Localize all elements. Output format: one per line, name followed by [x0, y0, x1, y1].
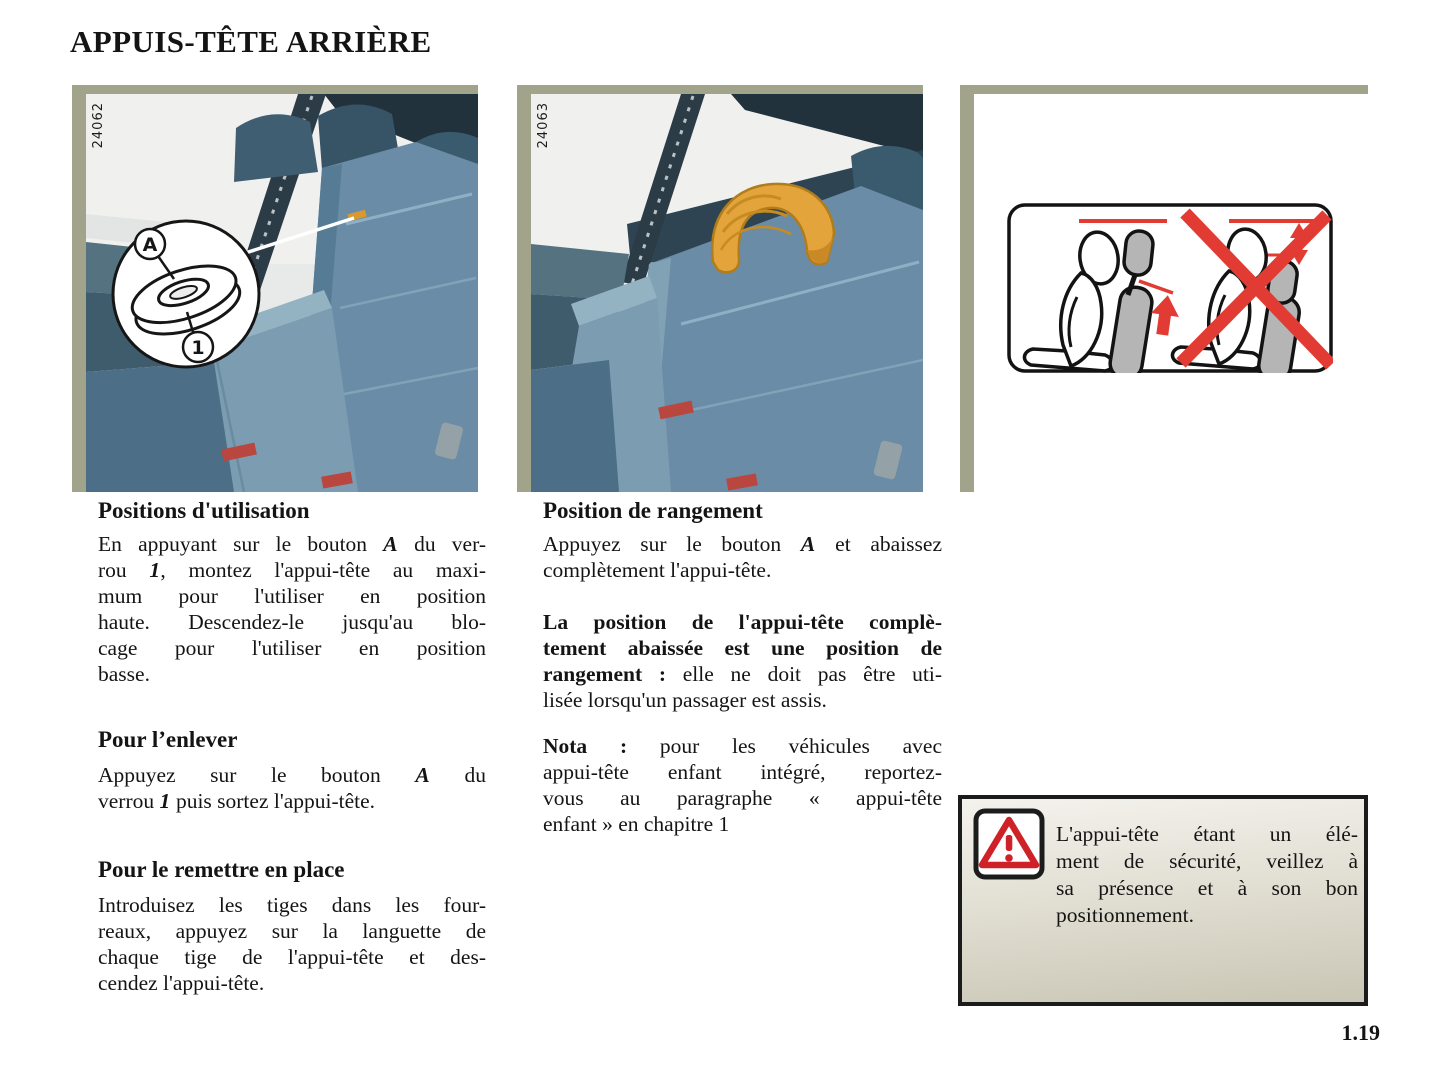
heading-positions-utilisation: Positions d'utilisation — [98, 498, 310, 523]
headrest-position-pictogram — [1007, 203, 1333, 373]
warning-text: L'appui-tête étant un élé- ment de sécurité, veillez à sa présence et à son bon positionnement. — [1056, 822, 1358, 927]
figure-code: 24063 — [536, 102, 551, 149]
figure-frame-bar — [72, 85, 478, 94]
figure-frame-bar — [960, 85, 974, 492]
rear-seat-photo-1 — [86, 94, 478, 492]
page-number: 1.19 — [1341, 1020, 1380, 1045]
safety-warning-box — [958, 795, 1368, 1006]
rear-seat-photo-2 — [531, 94, 923, 492]
figure-photo-storage-position — [517, 85, 923, 492]
figure-frame-bar — [517, 85, 531, 492]
paragraph-pour-enlever: Appuyez sur le bouton A du verrou 1 puis sortez l'appui-tête. — [98, 763, 486, 813]
heading-position-rangement: Position de rangement — [543, 498, 763, 523]
lock-callout-inset — [113, 221, 259, 367]
warning-triangle-icon — [972, 807, 1046, 881]
svg-text:A: A — [142, 234, 158, 256]
heading-remettre-en-place: Pour le remettre en place — [98, 857, 345, 882]
rear-seat-illustration-1 — [86, 94, 478, 492]
paragraph-position-rangement: Appuyez sur le bouton A et abaissez complètement l'appui-tête. — [543, 532, 942, 582]
svg-text:1: 1 — [191, 337, 205, 359]
rear-seat-illustration-2 — [531, 94, 923, 492]
heading-pour-enlever: Pour l’enlever — [98, 727, 238, 752]
paragraph-rangement-avertissement: La position de l'appui-tête complè- tement abaissée est une position de rangement : elle ne doit pas être uti- lisée lorsqu'un passager est assis. — [543, 610, 942, 712]
paragraph-nota: Nota : pour les véhicules avec appui-tête enfant intégré, reportez- vous au paragraphe « appui-tête enfant » en chapitre 1 — [543, 734, 942, 836]
page-title: APPUIS-TÊTE ARRIÈRE — [70, 24, 432, 59]
figure-frame-bar — [960, 85, 1368, 94]
figure-photo-use-position — [72, 85, 478, 492]
paragraph-remettre-en-place: Introduisez les tiges dans les four- reaux, appuyez sur la languette de chaque tige de l'appui-tête et des- cendez l'appui-tête. — [98, 893, 486, 995]
figure-pictogram-panel — [960, 85, 1368, 492]
paragraph-positions-utilisation: En appuyant sur le bouton A du ver- rou 1, montez l'appui-tête au maxi- mum pour l'utiliser en position haute. Descendez-le jusqu'au blo- cage pour l'utiliser en position basse. — [98, 532, 486, 686]
figure-frame-bar — [72, 85, 86, 492]
figure-code: 24062 — [91, 102, 106, 149]
figure-frame-bar — [517, 85, 923, 94]
